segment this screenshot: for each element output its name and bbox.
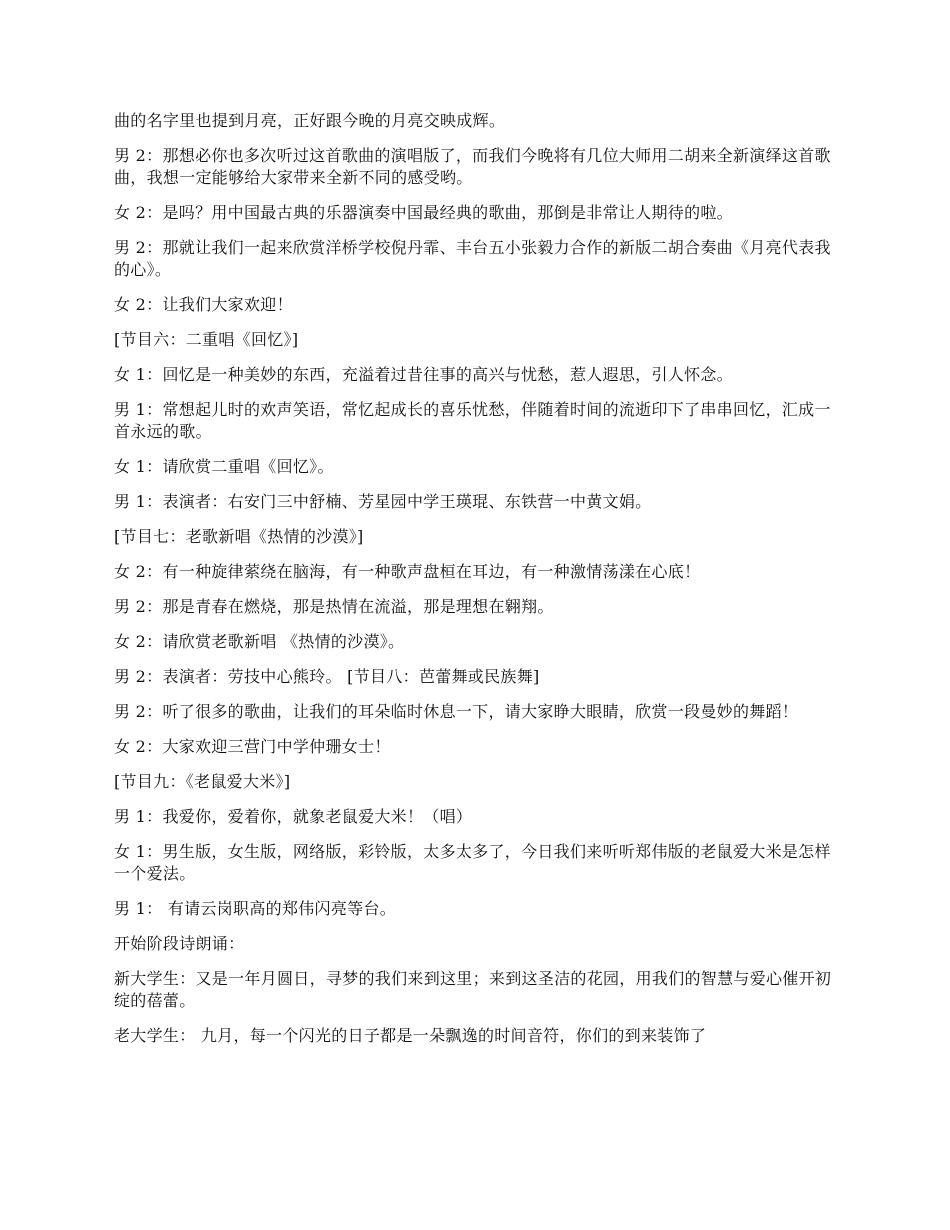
paragraph: 女 2：请欣赏老歌新唱 《热情的沙漠》。 (114, 632, 405, 651)
paragraph: 男 1：常想起儿时的欢声笑语，常忆起成长的喜乐忧愁，伴随着时间的流逝印下了串串回忆，汇成一首永远的歌。 (114, 400, 831, 441)
paragraph: 女 2：大家欢迎三营门中学仲珊女士！ (114, 737, 391, 756)
paragraph: 女 2：有一种旋律萦绕在脑海，有一种歌声盘桓在耳边，有一种激情荡漾在心底！ (114, 562, 701, 581)
section-heading: [节目九：《老鼠爱大米》] (114, 772, 291, 791)
paragraph: 女 1：回忆是一种美妙的东西，充溢着过昔往事的高兴与忧愁，惹人遐思，引人怀念。 (114, 365, 733, 384)
document-page (114, 110, 844, 1060)
paragraph: 男 1： 有请云岗职高的郑伟闪亮等台。 (114, 899, 397, 918)
section-heading: 开始阶段诗朗诵： (114, 934, 245, 953)
paragraph: 男 2：听了很多的歌曲，让我们的耳朵临时休息一下，请大家睁大眼睛，欣赏一段曼妙的舞蹈！ (114, 702, 799, 721)
paragraph: 女 2：让我们大家欢迎！ (114, 295, 293, 314)
paragraph: 新大学生：又是一年月圆日，寻梦的我们来到这里；来到这圣洁的花园，用我们的智慧与爱心催开初绽的蓓蕾。 (114, 969, 832, 1010)
paragraph: 男 1：表演者：右安门三中舒楠、芳星园中学王瑛琨、东铁营一中黄文娟。 (114, 492, 652, 511)
paragraph: 男 2：那是青春在燃烧，那是热情在流溢，那是理想在翱翔。 (114, 597, 554, 616)
paragraph: 男 2：那想必你也多次听过这首歌曲的演唱版了，而我们今晚将有几位大师用二胡来全新演绎这首歌曲，我想一定能够给大家带来全新不同的感受哟。 (114, 146, 831, 187)
paragraph: 老大学生： 九月，每一个闪光的日子都是一朵飘逸的时间音符，你们的到来装饰了 (114, 1026, 707, 1045)
section-heading: [节目六：二重唱《回忆》] (114, 330, 299, 349)
paragraph: 女 1：请欣赏二重唱《回忆》。 (114, 457, 334, 476)
paragraph: 男 1：我爱你，爱着你，就象老鼠爱大米！（唱） (114, 807, 473, 826)
paragraph: 男 2：表演者：劳技中心熊玲。 [节目八：芭蕾舞或民族舞] (114, 667, 540, 686)
paragraph: 男 2：那就让我们一起来欣赏洋桥学校倪丹霏、丰台五小张毅力合作的新版二胡合奏曲《月亮代表我的心》。 (114, 238, 831, 279)
paragraph: 女 1：男生版，女生版，网络版，彩铃版，太多太多了，今日我们来听听郑伟版的老鼠爱大米是怎样一个爱法。 (114, 842, 831, 883)
paragraph: 曲的名字里也提到月亮，正好跟今晚的月亮交映成辉。 (114, 111, 506, 130)
section-heading: [节目七：老歌新唱《热情的沙漠》] (114, 527, 364, 546)
paragraph: 女 2：是吗？用中国最古典的乐器演奏中国最经典的歌曲，那倒是非常让人期待的啦。 (114, 203, 733, 222)
